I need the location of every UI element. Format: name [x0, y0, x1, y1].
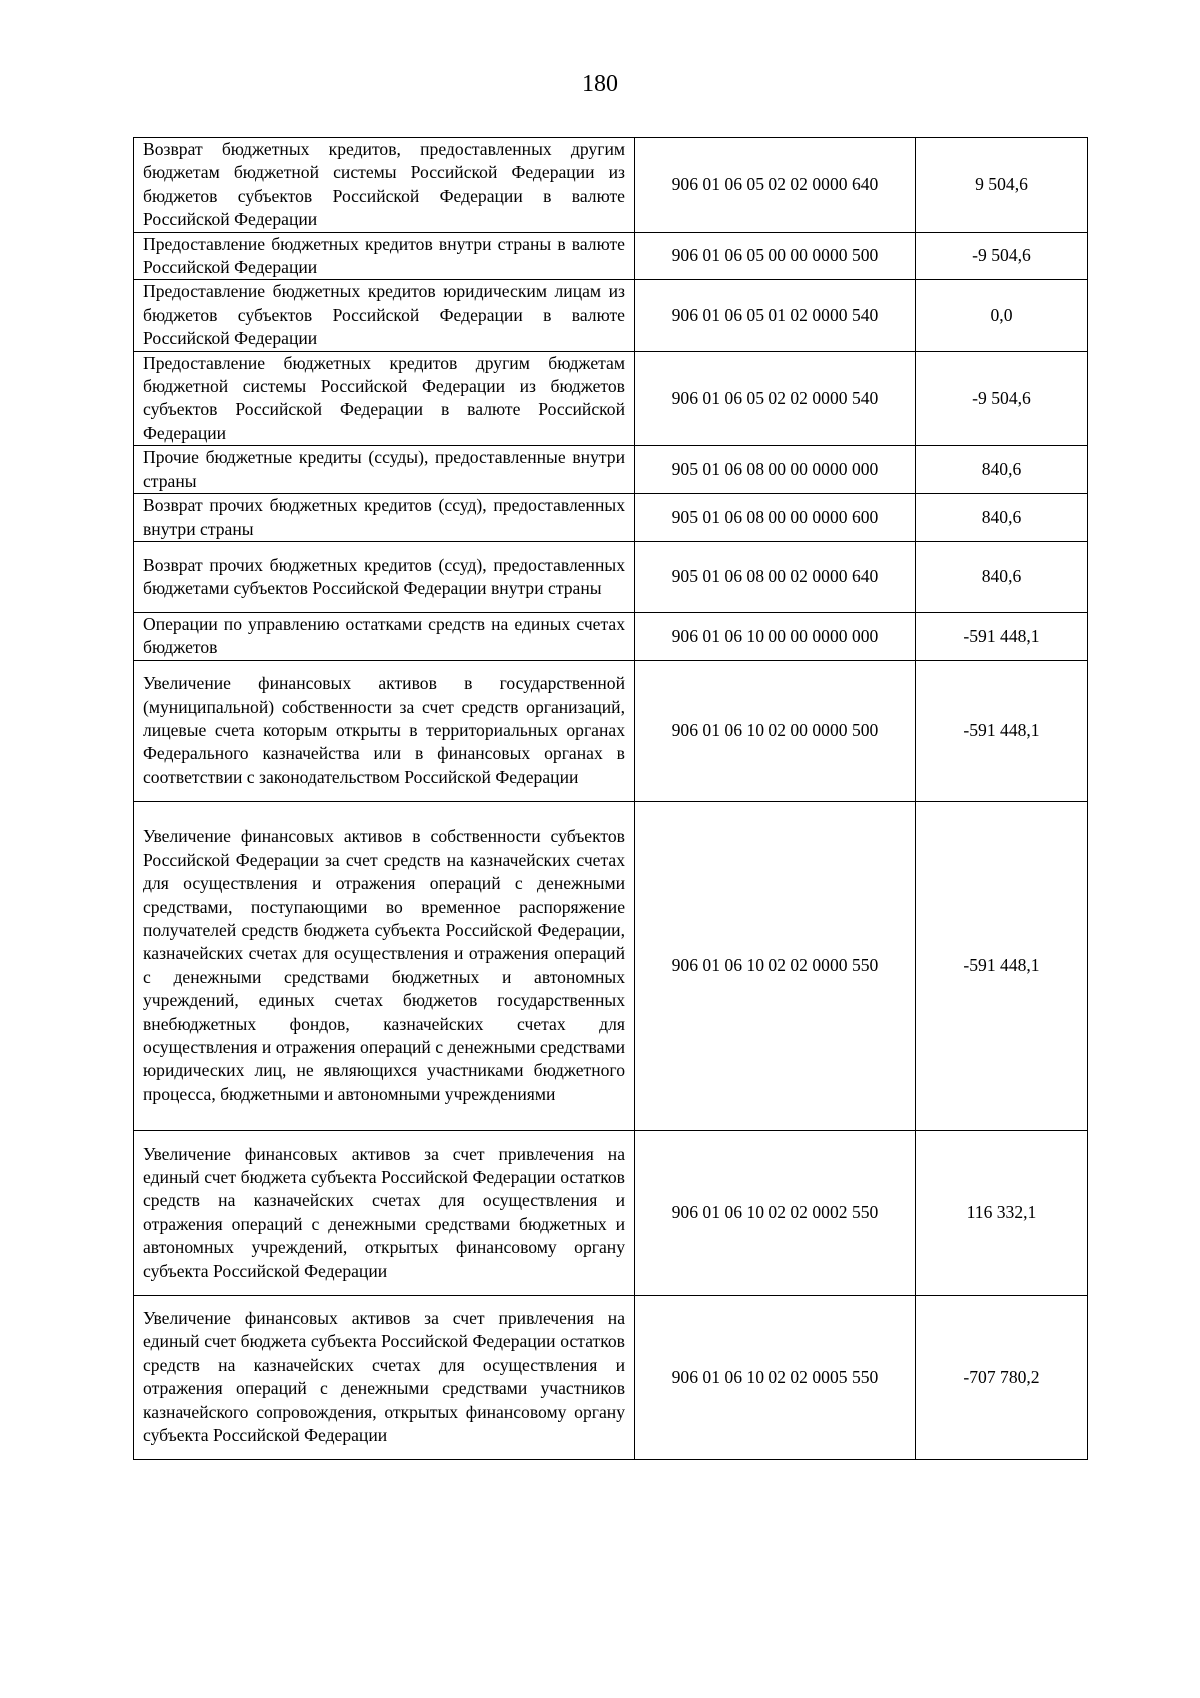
- page-number: 180: [582, 71, 618, 97]
- row-code: 906 01 06 10 02 02 0002 550: [635, 1130, 916, 1295]
- row-amount: 0,0: [916, 280, 1088, 351]
- row-code: 906 01 06 10 02 00 0000 500: [635, 660, 916, 801]
- row-amount: -9 504,6: [916, 351, 1088, 446]
- row-description: Предоставление бюджетных кредитов внутри страны в валюте Российской Федерации: [134, 232, 635, 280]
- row-amount: -591 448,1: [916, 660, 1088, 801]
- row-description: Возврат прочих бюджетных кредитов (ссуд), предоставленных бюджетами субъектов Российской Федерации внутри страны: [134, 541, 635, 612]
- row-code: 905 01 06 08 00 00 0000 000: [635, 446, 916, 494]
- row-code: 906 01 06 05 02 02 0000 540: [635, 351, 916, 446]
- row-amount: -591 448,1: [916, 801, 1088, 1130]
- row-amount: -707 780,2: [916, 1295, 1088, 1459]
- row-code: 905 01 06 08 00 02 0000 640: [635, 541, 916, 612]
- row-code: 905 01 06 08 00 00 0000 600: [635, 494, 916, 542]
- row-amount: 840,6: [916, 446, 1088, 494]
- row-amount: -591 448,1: [916, 612, 1088, 660]
- table-row: [134, 232, 1088, 280]
- table-row: [134, 494, 1088, 542]
- table-row: [134, 446, 1088, 494]
- row-code: 906 01 06 10 02 02 0005 550: [635, 1295, 916, 1459]
- row-code: 906 01 06 10 02 02 0000 550: [635, 801, 916, 1130]
- table-row: [134, 660, 1088, 801]
- row-description: Операции по управлению остатками средств на единых счетах бюджетов: [134, 612, 635, 660]
- row-description: Предоставление бюджетных кредитов юридическим лицам из бюджетов субъектов Российской Федерации в валюте Российской Федерации: [134, 280, 635, 351]
- table-row: [134, 1295, 1088, 1459]
- row-amount: 116 332,1: [916, 1130, 1088, 1295]
- table-row: [134, 280, 1088, 351]
- row-description: Возврат прочих бюджетных кредитов (ссуд), предоставленных внутри страны: [134, 494, 635, 542]
- row-amount: 840,6: [916, 494, 1088, 542]
- table-row: [134, 612, 1088, 660]
- table-row: [134, 801, 1088, 1130]
- budget-sources-table: [133, 137, 1088, 1460]
- row-description: Прочие бюджетные кредиты (ссуды), предоставленные внутри страны: [134, 446, 635, 494]
- row-description: Возврат бюджетных кредитов, предоставленных другим бюджетам бюджетной системы Российской Федерации из бюджетов субъектов Российской Федерации в валюте Российской Федерации: [134, 138, 635, 233]
- row-description: Увеличение финансовых активов за счет привлечения на единый счет бюджета субъекта Российской Федерации остатков средств на казначейских счетах для осуществления и отражения операций с денежными средствами бюджетных и автономных учреждений, открытых финансовому органу субъекта Российской Федерации: [134, 1130, 635, 1295]
- row-code: 906 01 06 05 01 02 0000 540: [635, 280, 916, 351]
- table-row: [134, 1130, 1088, 1295]
- row-code: 906 01 06 05 00 00 0000 500: [635, 232, 916, 280]
- table-row: [134, 138, 1088, 233]
- row-amount: -9 504,6: [916, 232, 1088, 280]
- table-row: [134, 541, 1088, 612]
- row-code: 906 01 06 10 00 00 0000 000: [635, 612, 916, 660]
- row-amount: 840,6: [916, 541, 1088, 612]
- table-row: [134, 351, 1088, 446]
- row-description: Увеличение финансовых активов в собственности субъектов Российской Федерации за счет средств на казначейских счетах для осуществления и отражения операций с денежными средствами, поступающими во временное распоряжение получателей средств бюджета субъекта Российской Федерации, казначейских счетах для осуществления и отражения операций с денежными средствами бюджетных и автономных учреждений, единых счетах бюджетов государственных внебюджетных фондов, казначейских счетах для осуществления и отражения операций с денежными средствами юридических лиц, не являющихся участниками бюджетного процесса, бюджетными и автономными учреждениями: [134, 801, 635, 1130]
- row-description: Предоставление бюджетных кредитов другим бюджетам бюджетной системы Российской Федерации из бюджетов субъектов Российской Федерации в валюте Российской Федерации: [134, 351, 635, 446]
- row-amount: 9 504,6: [916, 138, 1088, 233]
- row-code: 906 01 06 05 02 02 0000 640: [635, 138, 916, 233]
- row-description: Увеличение финансовых активов за счет привлечения на единый счет бюджета субъекта Российской Федерации остатков средств на казначейских счетах для осуществления и отражения операций с денежными средствами участников казначейского сопровождения, открытых финансовому органу субъекта Российской Федерации: [134, 1295, 635, 1459]
- row-description: Увеличение финансовых активов в государственной (муниципальной) собственности за счет средств организаций, лицевые счета которым открыты в территориальных органах Федерального казначейства или в финансовых органах в соответствии с законодательством Российской Федерации: [134, 660, 635, 801]
